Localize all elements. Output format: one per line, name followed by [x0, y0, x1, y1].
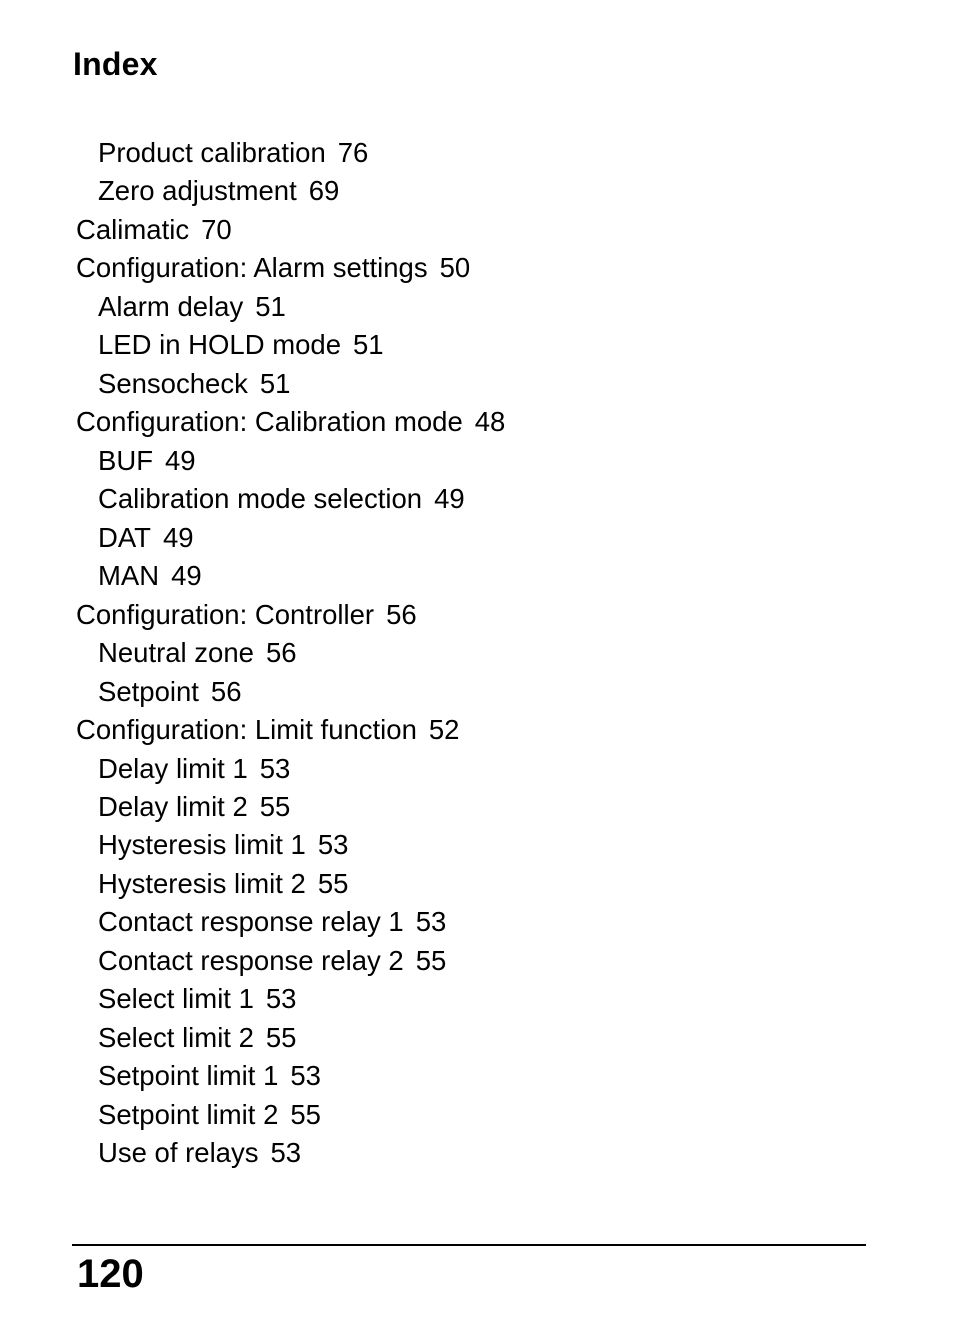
index-page-ref: 53	[290, 1060, 321, 1092]
index-entry	[76, 172, 896, 210]
index-entry	[76, 365, 896, 403]
index-entry	[76, 442, 896, 480]
index-entry	[76, 634, 896, 672]
index-entry	[76, 788, 896, 826]
index-term: Configuration: Alarm settings	[76, 252, 428, 284]
index-entry	[76, 1096, 896, 1134]
index-page-ref: 53	[265, 983, 297, 1015]
index-page-ref: 69	[308, 175, 340, 207]
index-term: Calimatic	[76, 213, 190, 245]
index-page-ref: 56	[210, 675, 242, 707]
index-entry	[76, 865, 896, 903]
index-term: Configuration: Limit function	[76, 714, 417, 746]
index-entry	[76, 596, 896, 634]
index-term: BUF	[98, 444, 153, 476]
index-entry	[76, 519, 896, 557]
index-page-ref: 51	[259, 367, 291, 399]
index-page-ref: 52	[428, 714, 460, 746]
index-term: Hysteresis limit 2	[98, 867, 306, 899]
index-term: Configuration: Calibration mode	[76, 406, 463, 438]
index-term: Use of relays	[98, 1137, 259, 1169]
index-term: Product calibration	[98, 137, 326, 168]
index-term: Configuration: Controller	[76, 598, 375, 630]
index-entry	[76, 557, 896, 595]
index-term: DAT	[98, 521, 151, 553]
index-page-ref: 51	[255, 290, 286, 322]
index-term: Zero adjustment	[98, 175, 297, 207]
index-entry	[76, 711, 896, 749]
index-entry	[76, 826, 896, 864]
index-page-ref: 76	[337, 137, 369, 168]
index-page-ref: 49	[162, 521, 194, 553]
page-number: 120	[77, 1252, 144, 1296]
footer-divider	[72, 1244, 866, 1246]
index-page-ref: 53	[317, 829, 349, 861]
index-entry	[76, 134, 896, 172]
index-term: Calibration mode selection	[98, 483, 423, 515]
index-term: Delay limit 1	[98, 752, 248, 784]
index-term: Setpoint	[98, 675, 199, 707]
index-term: Sensocheck	[98, 367, 248, 399]
index-entry	[76, 673, 896, 711]
index-page-ref: 70	[201, 213, 232, 245]
index-term: Setpoint limit 1	[98, 1060, 279, 1092]
index-page-ref: 48	[474, 406, 506, 438]
index-entry	[76, 480, 896, 518]
index-term: Alarm delay	[98, 290, 244, 322]
page-title: Index	[73, 46, 158, 82]
index-page-ref: 49	[434, 483, 465, 515]
index-page-ref: 49	[165, 444, 196, 476]
index-page-ref: 53	[259, 752, 291, 784]
index-page-ref: 50	[439, 252, 471, 284]
index-term: LED in HOLD mode	[98, 329, 342, 361]
index-entry	[76, 249, 896, 287]
index-entry	[76, 1057, 896, 1095]
index-entry	[76, 942, 896, 980]
index-entry	[76, 403, 896, 441]
index-term: Delay limit 2	[98, 790, 248, 822]
index-entry	[76, 980, 896, 1018]
index-page-ref: 53	[270, 1137, 302, 1169]
index-term: Contact response relay 1	[98, 906, 404, 938]
index-term: Select limit 1	[98, 983, 254, 1015]
index-entry	[76, 1134, 896, 1172]
index-page-ref: 55	[259, 790, 291, 822]
index-entry	[76, 326, 896, 364]
index-list	[76, 134, 896, 1173]
index-page-ref: 51	[353, 329, 384, 361]
index-page-ref: 55	[415, 944, 447, 976]
index-entry	[76, 903, 896, 941]
index-page-ref: 56	[265, 637, 297, 669]
index-page-ref: 53	[415, 906, 447, 938]
index-term: Select limit 2	[98, 1021, 254, 1053]
index-page-ref: 49	[171, 560, 202, 592]
index-term: Hysteresis limit 1	[98, 829, 306, 861]
index-page-ref: 56	[386, 598, 417, 630]
index-term: Neutral zone	[98, 637, 254, 669]
index-page-ref: 55	[317, 867, 349, 899]
index-term: Contact response relay 2	[98, 944, 404, 976]
index-entry	[76, 211, 896, 249]
index-entry	[76, 288, 896, 326]
index-entry	[76, 750, 896, 788]
index-entry	[76, 1019, 896, 1057]
index-page-ref: 55	[290, 1098, 321, 1130]
index-page-ref: 55	[265, 1021, 297, 1053]
index-term: Setpoint limit 2	[98, 1098, 279, 1130]
index-term: MAN	[98, 560, 160, 592]
